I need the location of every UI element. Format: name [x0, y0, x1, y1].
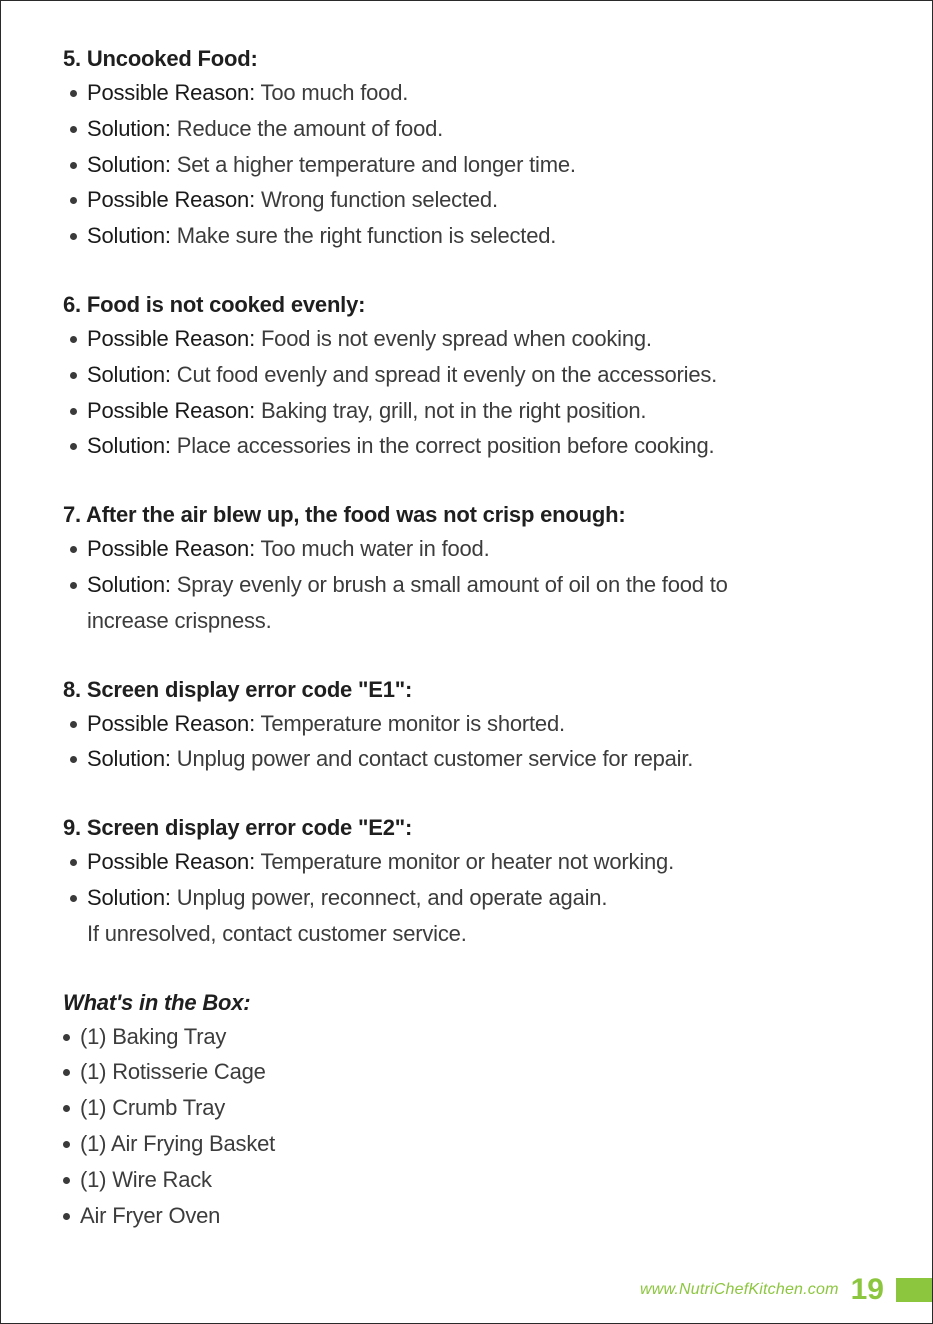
section-title: 8. Screen display error code "E1": [63, 676, 413, 702]
item-text: Set a higher temperature and longer time. [176, 151, 576, 177]
box-title: What's in the Box: [63, 989, 251, 1015]
list-item [63, 357, 863, 393]
item-label: Solution: [87, 151, 171, 177]
item-label: Possible Reason: [87, 187, 256, 213]
item-text: Wrong function selected. [260, 187, 498, 213]
box-item: (1) Baking Tray [63, 1019, 863, 1055]
item-label: Possible Reason: [87, 536, 256, 562]
page-footer [640, 1273, 932, 1307]
item-label: Solution: [87, 746, 171, 772]
list-item [63, 182, 863, 218]
section-title: 6. Food is not cooked evenly: [63, 291, 366, 317]
page-content [63, 43, 863, 1268]
list-item [63, 567, 863, 639]
item-text-continuation: If unresolved, contact customer service. [87, 920, 467, 946]
item-label: Solution: [87, 223, 171, 249]
item-text: Place accessories in the correct position before cooking. [176, 433, 715, 459]
section-title: 9. Screen display error code "E2": [63, 815, 413, 841]
item-text-continuation: increase crispness. [87, 607, 272, 633]
item-label: Solution: [87, 433, 171, 459]
item-text: Cut food evenly and spread it evenly on the accessories. [176, 361, 718, 387]
item-text: Unplug power, reconnect, and operate again. [176, 884, 608, 910]
box-item: (1) Rotisserie Cage [63, 1054, 863, 1090]
page-number: 19 [850, 1273, 884, 1306]
item-text: Temperature monitor or heater not working. [260, 849, 674, 875]
item-text: Spray evenly or brush a small amount of oil on the food to [176, 571, 728, 597]
item-text: Temperature monitor is shorted. [260, 710, 565, 736]
troubleshoot-section-5 [63, 43, 863, 254]
item-text: Baking tray, grill, not in the right position. [260, 397, 647, 423]
whats-in-the-box-section [63, 987, 863, 1234]
list-item [63, 844, 863, 880]
troubleshoot-section-7 [63, 499, 863, 638]
website-url: www.NutriChefKitchen.com [639, 1281, 839, 1298]
list-item [63, 218, 863, 254]
item-label: Solution: [87, 115, 171, 141]
item-text: Make sure the right function is selected. [176, 223, 557, 249]
item-text: Reduce the amount of food. [176, 115, 444, 141]
box-item: Air Fryer Oven [63, 1198, 863, 1234]
list-item [63, 111, 863, 147]
item-label: Solution: [87, 571, 171, 597]
item-label: Possible Reason: [87, 710, 256, 736]
troubleshoot-section-6 [63, 289, 863, 464]
list-item [63, 880, 863, 952]
list-item [63, 741, 863, 777]
item-label: Possible Reason: [87, 325, 256, 351]
accent-bar [896, 1278, 932, 1302]
list-item [63, 321, 863, 357]
item-label: Possible Reason: [87, 849, 256, 875]
box-item: (1) Air Frying Basket [63, 1126, 863, 1162]
item-text: Too much food. [260, 80, 409, 105]
list-item [63, 147, 863, 183]
troubleshoot-section-8 [63, 674, 863, 778]
list-item [63, 393, 863, 429]
list-item [63, 75, 863, 111]
section-title: 7. After the air blew up, the food was not crisp enough: [63, 502, 626, 528]
box-item: (1) Wire Rack [63, 1162, 863, 1198]
item-text: Unplug power and contact customer service for repair. [176, 746, 694, 772]
item-text: Too much water in food. [260, 536, 490, 562]
item-text: Food is not evenly spread when cooking. [260, 325, 652, 351]
troubleshoot-section-9 [63, 812, 863, 951]
item-label: Possible Reason: [87, 397, 256, 423]
list-item [63, 706, 863, 742]
item-label: Solution: [87, 361, 171, 387]
list-item [63, 428, 863, 464]
item-label: Possible Reason: [87, 80, 256, 105]
box-item: (1) Crumb Tray [63, 1090, 863, 1126]
item-label: Solution: [87, 884, 171, 910]
section-title: 5. Uncooked Food: [63, 46, 258, 71]
list-item [63, 531, 863, 567]
